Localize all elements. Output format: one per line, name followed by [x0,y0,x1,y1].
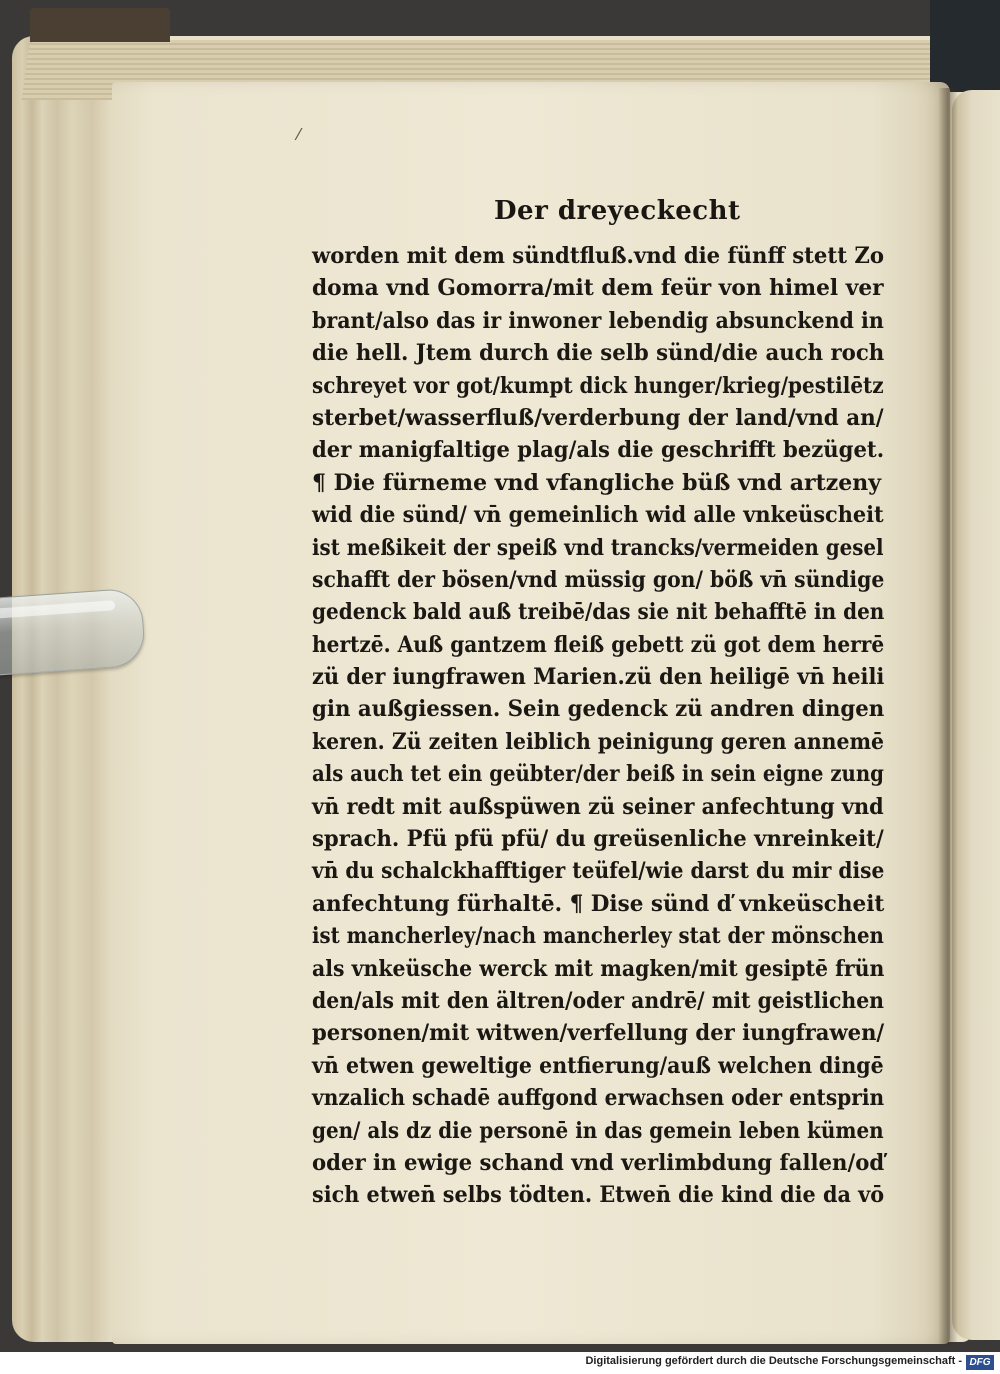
text-line: schafft der bösen/vnd müssig gon/ böß vn̄ sündige [312,566,885,593]
text-line: brant/also das ir inwoner lebendig absunckend in [312,307,884,334]
book-cover [30,8,170,42]
text-line: vnzalich schadē auffgond erwachsen oder entsprin [312,1085,885,1112]
text-line: wid die sünd/ vn̄ gemeinlich wid alle vnkeüscheit [312,502,884,529]
facing-page [952,90,1000,1340]
glass-page-holder [0,587,146,676]
text-line: anfechtung fürhaltē. ¶ Dise sünd ď vnkeüscheit [312,890,885,917]
text-line: schreyet vor got/kumpt dick hunger/krieg/pestilētz [312,372,884,399]
text-line: gen/ als dz die personē in das gemein leben kümen [312,1117,884,1144]
text-line: hertzē. Auß gantzem fleiß gebett zü got dem herrē [312,631,885,658]
text-line: der manigfaltige plag/als die geschrifft bezüget. [312,437,885,464]
text-line: gedenck bald auß treibē/das sie nit behafftē in den [312,599,885,626]
running-head: Der dreyeckecht [494,196,741,226]
text-line: zü der iungfrawen Marien.zü den heiligē vn̄ heili [312,664,885,691]
text-line: worden mit dem sündtfluß.vnd die fünff stett Zo [312,243,884,269]
text-line: vn̄ etwen geweltige entfierung/auß welchen dingē [312,1052,884,1079]
dfg-logo: DFG [966,1355,994,1370]
text-line: die hell. Jtem durch die selb sünd/die auch roch [312,340,885,367]
gutter-shadow [938,88,958,1346]
text-line: als vnkeüsche werck mit magken/mit gesiptē frün [312,955,885,982]
footer-bar [0,1352,1000,1374]
funding-credit: Digitalisierung gefördert durch die Deutsche Forschungsgemeinschaft - [585,1355,962,1367]
text-line: oder in ewige schand vnd verlimbdung fallen/oď [312,1149,885,1176]
text-line: als auch tet ein geübter/der beiß in sein eigne zung [312,761,884,788]
text-line: vn̄ redt mit außspüwen zü seiner anfechtung vnd [312,793,884,820]
text-line: personen/mit witwen/verfellung der iungfrawen/ [312,1020,885,1047]
margin-mark: / [294,123,304,144]
text-line: ist meßikeit der speiß vnd trancks/vermeiden gesel [312,534,884,561]
glass-highlight [0,600,115,618]
text-line: ist mancherley/nach mancherley stat der mönschen [312,923,884,950]
text-line: sterbet/wasserfluß/verderbung der land/vnd an/ [312,404,884,431]
text-line: ¶ Die fürneme vnd vfangliche büß vnd artzeny [312,469,882,496]
text-line: sich etwen̄ selbs tödten. Etwen̄ die kind die da vō [312,1182,885,1209]
text-line: den/als mit den ältren/oder andrē/ mit geistlichen [312,987,885,1014]
text-line: doma vnd Gomorra/mit dem feür von himel ver [312,275,884,302]
text-line: sprach. Pfü pfü pfü/ du greüsenliche vnreinkeit/ [312,826,884,853]
text-line: vn̄ du schalckhafftiger teüfel/wie darst du mir dise [312,858,885,885]
text-line: gin außgiessen. Sein gedenck zü andren dingen [312,696,885,723]
body-text [312,240,884,1212]
text-line: keren. Zü zeiten leiblich peinigung geren annemē [312,728,885,755]
right-binding-strap [930,0,1000,92]
